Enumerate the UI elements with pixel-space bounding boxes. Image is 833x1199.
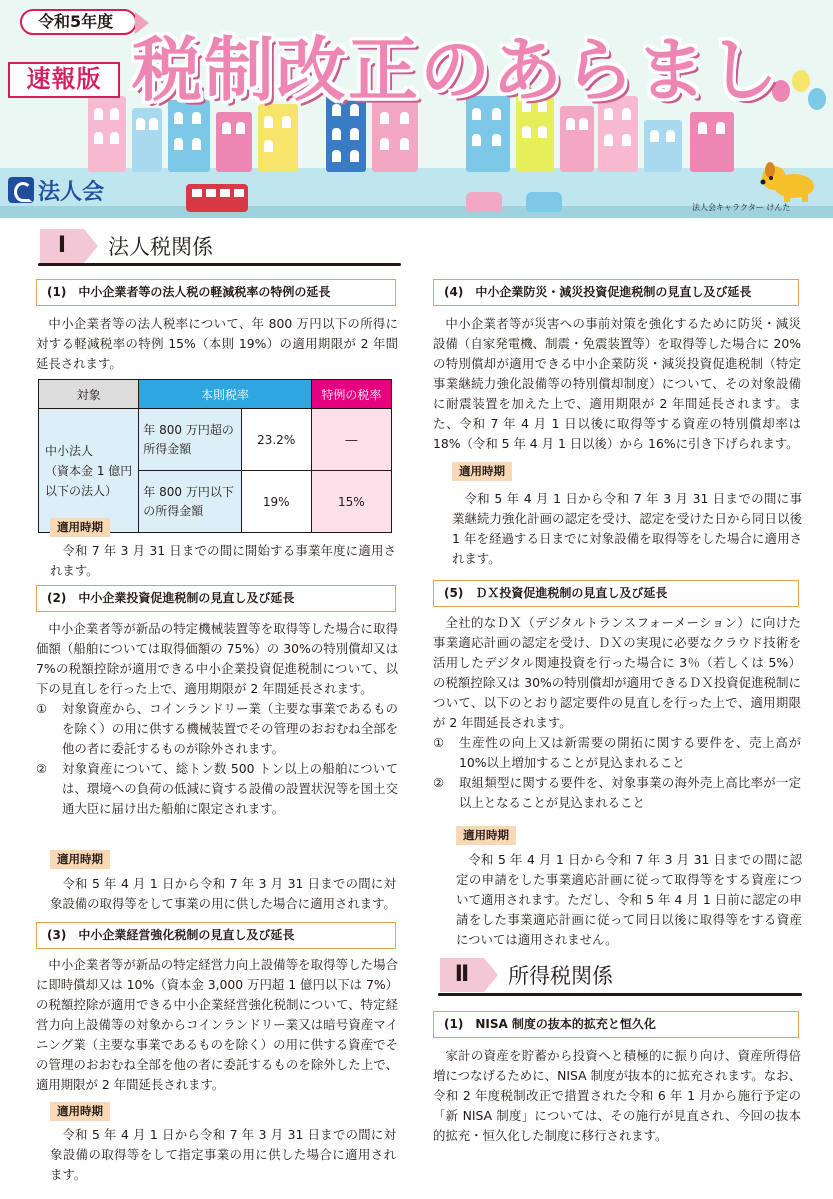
tekiyo-tag: 適用時期 (50, 850, 110, 869)
balloon-illustration (792, 70, 810, 92)
subsection-body-5: 全社的なＤＸ（デジタルトランスフォーメーション）に向けた事業適応計画の認定を受け、ＤＸの実現に必要なクラウド技術を活用したデジタル関連投資を行った場合に 3％（若しくは 5%）の税額控除又は 30%の特別償却が適用できるＤＸ投資促進税制について、以下のとおり認定要件の見直しを行った上で、適用期限が 2 年間延長されます。 ① 生産性の向上又は新需要の開拓に関する要件を、売上高が 10%以上増加することが見込まれること ② 取組類型に関する要件を、対象事業の海外売上高比率が一定以上となることが見込まれること (433, 613, 801, 813)
building-illustration (88, 96, 126, 172)
year-ribbon: 令和5年度 (20, 9, 137, 35)
table-header-target: 対象 (39, 380, 139, 409)
page-title: 税制改正のあらまし (132, 29, 780, 111)
list-item (433, 773, 801, 813)
subsection-body-3: 中小企業者等が新品の特定経営力向上設備等を取得等した場合に即時償却又は 10%（資本金 3,000 万円超 1 億円以下は 7%）の税額控除が適用できる中小企業経営強化税制について、特定経営力向上設備等の対象からコインランドリー業又は暗号資産マイニング業（主要な事業であるものを除く）の用に供する資産でその管理のおおむね全部を他の者に委託するものを除外した上で、適用期限が 2 年間延長されます。 (36, 957, 398, 1092)
building-illustration (560, 106, 594, 172)
subsection-heading-4: (4) 中小企業防災・減災投資促進税制の見直し及び延長 (433, 279, 799, 306)
section-number: Ⅰ (40, 229, 84, 263)
subsection-heading-5: (5) ＤＸ投資促進税制の見直し及び延長 (433, 580, 799, 607)
subsection-heading-nisa: (1) NISA 制度の抜本的拡充と恒久化 (433, 1011, 799, 1038)
tax-rate-table (38, 379, 392, 533)
list-marker: ① (433, 735, 445, 750)
balloon-illustration (808, 88, 826, 110)
section-heading-hojin (40, 229, 213, 263)
section-number: Ⅱ (440, 958, 484, 992)
list-item (36, 759, 398, 819)
section-title: 法人税関係 (108, 235, 213, 259)
subsection-body-2: 中小企業者等が新品の特定機械装置等を取得等した場合に取得価額（船舶については取得価額の 75%）の 30%の特別償却又は 7%の税額控除が適用できる中小企業投資促進税制について、以下の見直しを行った上で、適用期限が 2 年間延長されます。 ① 対象資産から、コインランドリー業（主要な事業であるものを除く）の用に供する機械装置でその管理のおおむね全部を他の者に委託するものが除外されます。 ② 対象資産について、総トン数 500 トン以上の船舶については、環境への負荷の低減に資する設備の設置状況等を国土交通大臣に届け出た船舶に限定されます。 (36, 619, 398, 819)
houjinkai-logo-icon (8, 177, 34, 203)
table-base-rate: 23.2% (241, 409, 311, 471)
table-special-rate: ― (311, 409, 391, 471)
tekiyo-tag: 適用時期 (452, 462, 512, 481)
table-base-rate: 19% (241, 471, 311, 533)
tekiyo-tag: 適用時期 (456, 826, 516, 845)
building-illustration (132, 108, 162, 172)
tekiyo-tag: 適用時期 (50, 518, 110, 537)
building-illustration (216, 112, 252, 172)
subsection-body-1: 中小企業者等の法人税率について、年 800 万円以下の所得に対する軽減税率の特例 15%（本則 19%）の適用期限が 2 年間延長されます。 (36, 316, 398, 371)
subsection-heading-1: (1) 中小企業者等の法人税の軽減税率の特例の延長 (36, 279, 396, 306)
section-heading-shotoku (440, 958, 613, 992)
houjinkai-logo (8, 175, 104, 205)
kenta-character-icon (758, 158, 820, 202)
list-text: 生産性の向上又は新需要の開拓に関する要件を、売上高が 10%以上増加することが見込まれること (459, 735, 801, 770)
tekiyo-body-3: 令和 5 年 4 月 1 日から令和 7 年 3 月 31 日までの間に対象設備の取得等をして指定事業の用に供した場合に適用されます。 (50, 1127, 396, 1182)
subsection-body-nisa: 家計の資産を貯蓄から投資へと積極的に振り向け、資産所得倍増につなげるために、NISA 制度が抜本的に拡充されます。なお、令和 2 年度税制改正で措置された令和 6 年 1 月から施行予定の「新 NISA 制度」については、その施行が見直され、今回の抜本的拡充・恒久化した制度に移行されます。 (433, 1048, 801, 1143)
list-text: 取組類型に関する要件を、対象事業の海外売上高比率が一定以上となることが見込まれること (459, 775, 801, 810)
tekiyo-tag: 適用時期 (50, 1102, 110, 1121)
table-header-base: 本則税率 (139, 380, 311, 409)
table-row (39, 409, 392, 471)
table-row-label: 年 800 万円以下の所得金額 (139, 471, 241, 533)
list-text: 対象資産から、コインランドリー業（主要な事業であるものを除く）の用に供する機械装置でその管理のおおむね全部を他の者に委託するものが除外されます。 (62, 701, 398, 756)
section-rule (38, 263, 401, 266)
table-header-special: 特例の税率 (311, 380, 391, 409)
subsection-body-4: 中小企業者等が災害への事前対策を強化するために防災・減災設備（自家発電機、制震・免震装置等）を取得等した場合に 20%の特別償却が適用できる中小企業防災・減災投資促進税制（特定事業継続力強化設備等の特別償却制度）について、その対象設備に耐震装置を加えた上で、適用期限が 2 年間延長されます。また、令和 7 年 4 月 1 日以後に取得等する資産の特別償却率は 18%（令和 5 年 4 月 1 日以後）から 16%に引き下げられます。 (433, 316, 801, 451)
table-special-rate: 15% (311, 471, 391, 533)
list-item (433, 733, 801, 773)
character-caption: 法人会キャラクター けんた (692, 203, 791, 212)
table-row-label: 年 800 万円超の所得金額 (139, 409, 241, 471)
subsection-heading-2: (2) 中小企業投資促進税制の見直し及び延長 (36, 585, 396, 612)
list-marker: ② (433, 775, 445, 790)
tekiyo-body-2: 令和 5 年 4 月 1 日から令和 7 年 3 月 31 日までの間に対象設備の取得等をして事業の用に供した場合に適用されます。 (50, 876, 396, 911)
building-illustration (644, 120, 682, 172)
header-banner (0, 0, 833, 218)
building-illustration (690, 112, 734, 172)
sokuho-badge: 速報版 (8, 62, 120, 98)
subsection-heading-3: (3) 中小企業経営強化税制の見直し及び延長 (36, 922, 396, 949)
table-target-cell (39, 409, 139, 533)
list-marker: ② (36, 761, 48, 776)
tekiyo-body-1: 令和 7 年 3 月 31 日までの間に開始する事業年度に適用されます。 (50, 543, 396, 578)
org-name: 法人会 (38, 179, 105, 205)
section-title: 所得税関係 (508, 964, 613, 988)
car-illustration (526, 192, 562, 212)
table-target-text: 中小法人 （資本金 1 億円以下の法人） (45, 443, 133, 498)
list-item (36, 699, 398, 759)
tekiyo-body-5: 令和 5 年 4 月 1 日から令和 7 年 3 月 31 日までの間に認定の申請をした事業適応計画に従って取得等をする資産について適用されます。ただし、令和 5 年 4 月 1 日前に認定の申請をした事業適応計画に従って同日以後に取得等をする資産については適用されません。 (456, 852, 802, 947)
table-header-row (39, 380, 392, 409)
list-marker: ① (36, 701, 48, 716)
car-illustration (466, 192, 502, 212)
section-rule (438, 993, 802, 996)
tekiyo-body-4: 令和 5 年 4 月 1 日から令和 7 年 3 月 31 日までの間に事業継続力強化計画の認定を受け、認定を受けた日から同日以後 1 年を経過する日までに対象設備を取得等をした場合に適用されます。 (452, 491, 802, 566)
list-text: 対象資産について、総トン数 500 トン以上の船舶については、環境への負荷の低減に資する設備の設置状況等を国土交通大臣に届け出た船舶に限定されます。 (62, 761, 398, 816)
bus-illustration (186, 184, 248, 212)
